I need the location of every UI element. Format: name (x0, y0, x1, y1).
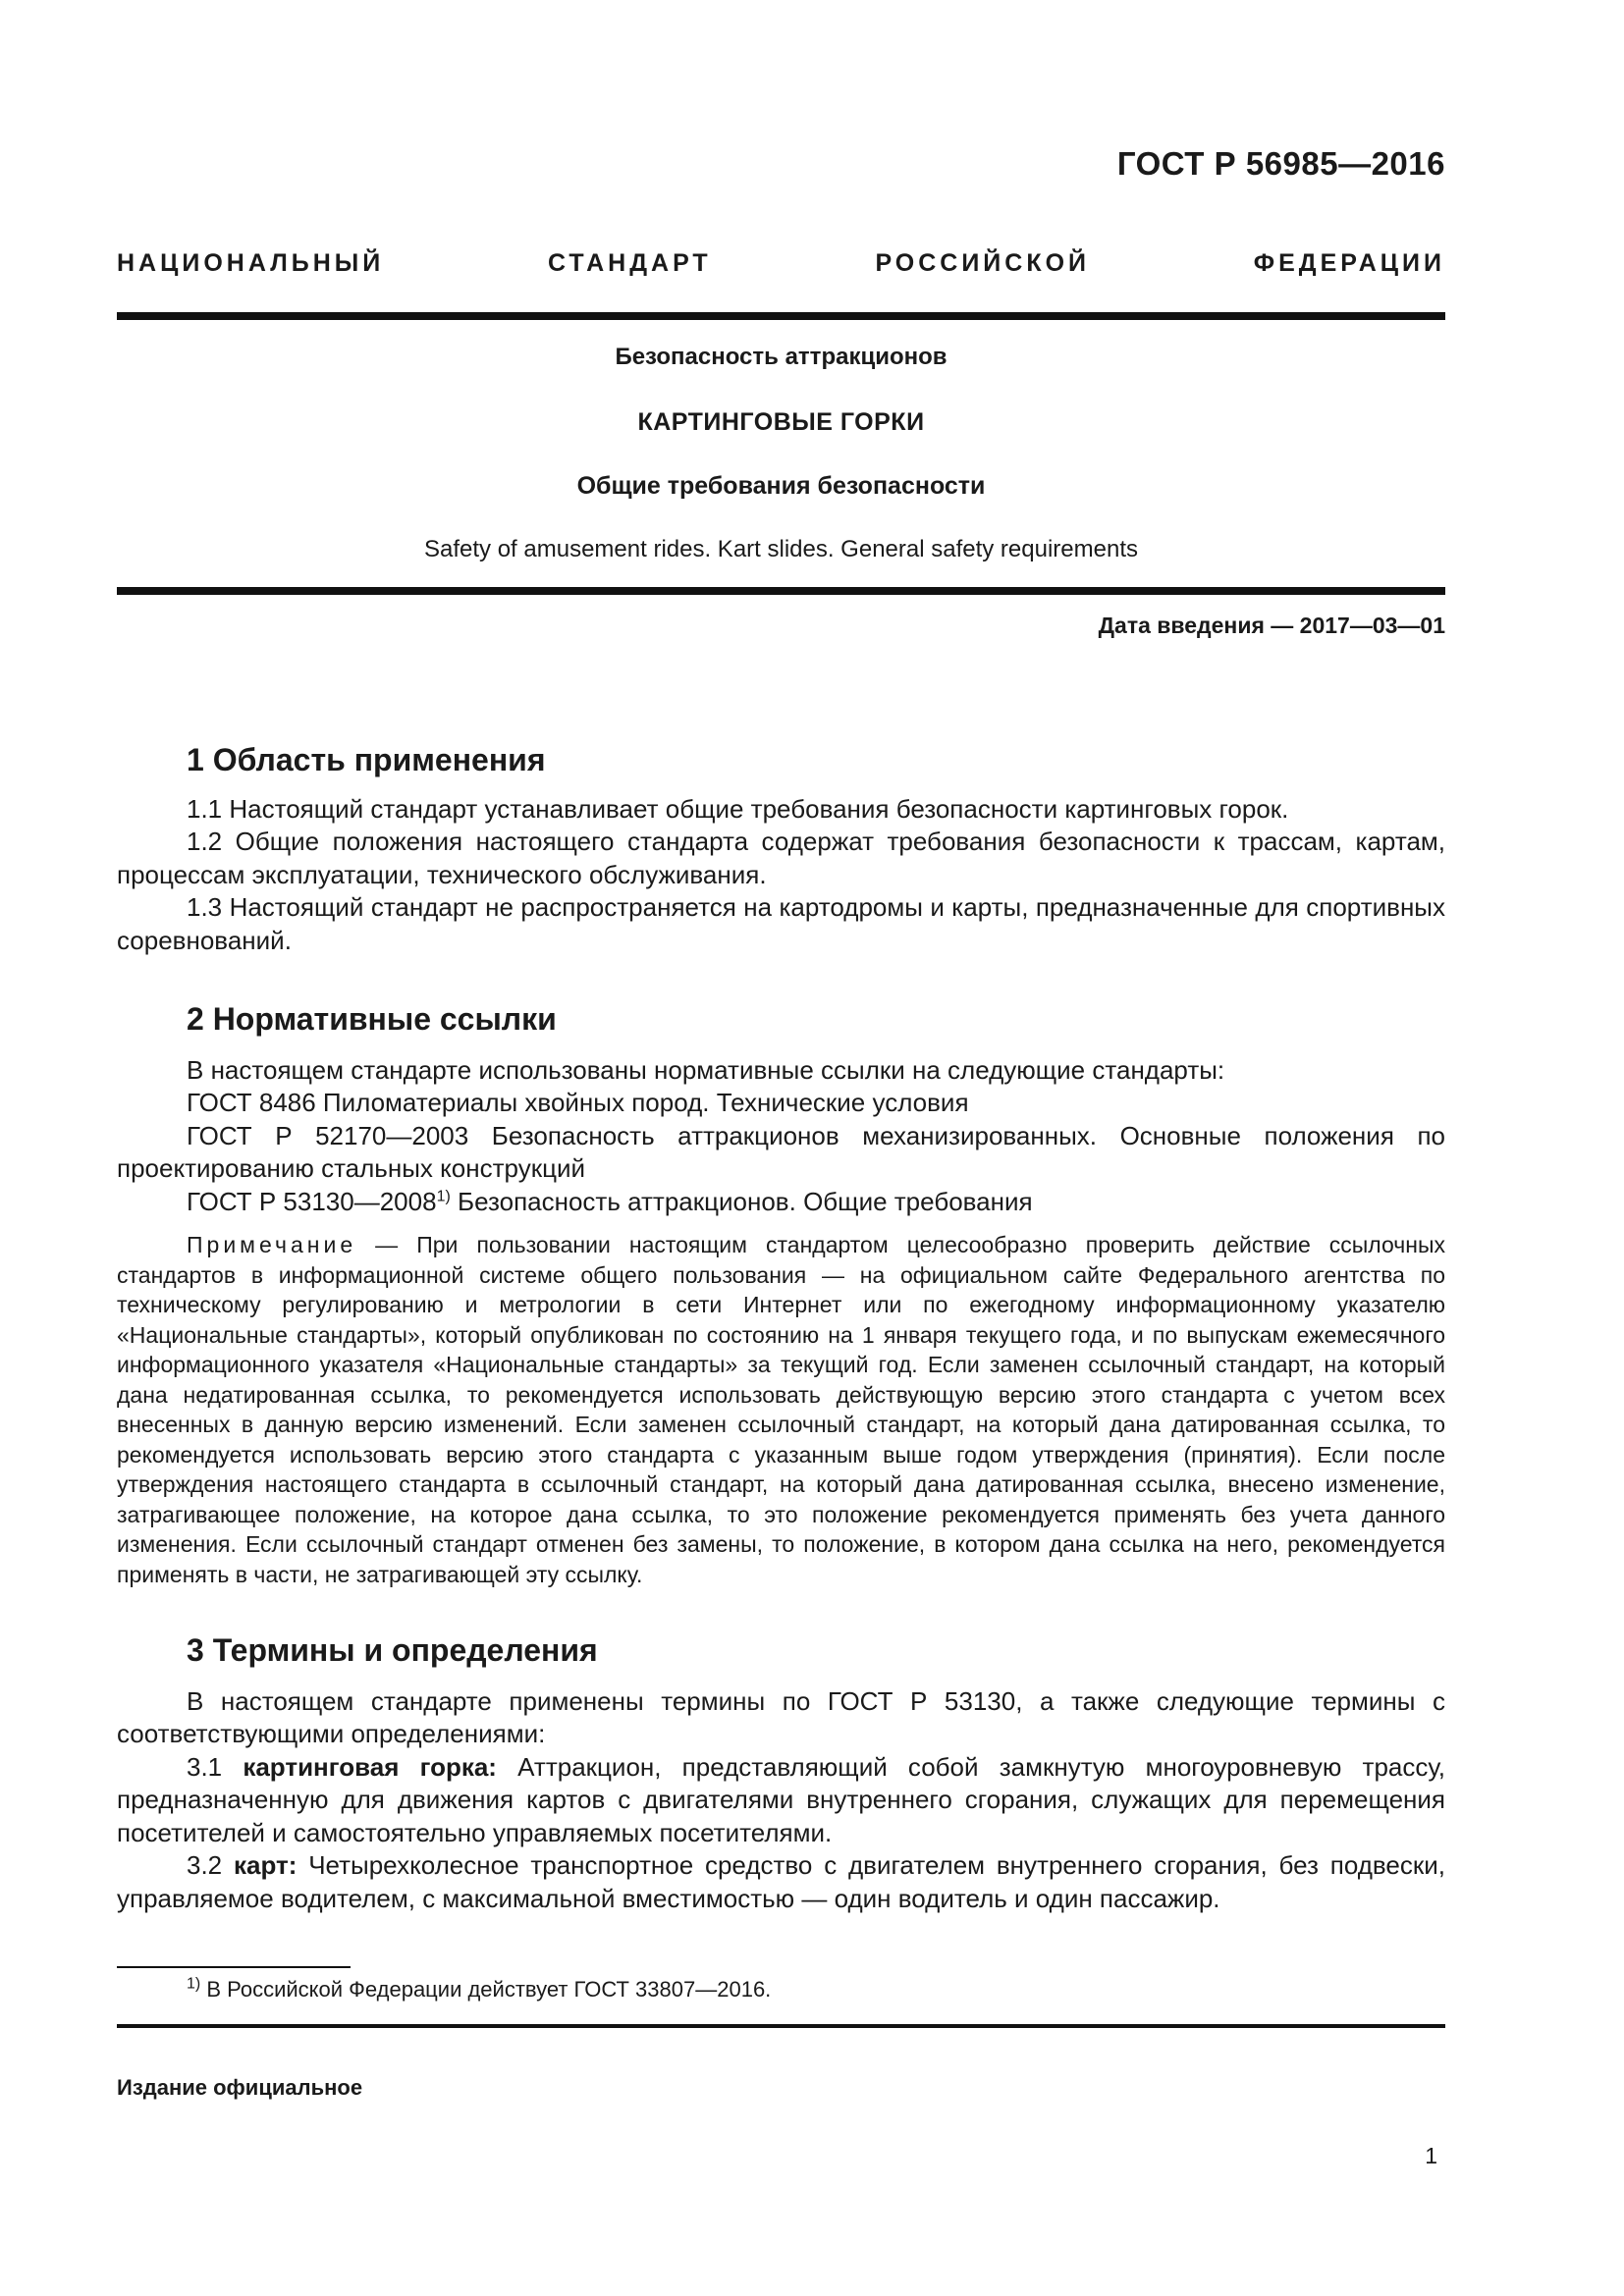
title-series: Безопасность аттракционов (615, 344, 947, 370)
term-kart: карт: (233, 1850, 298, 1880)
terms-intro: В настоящем стандарте применены термины по ГОСТ Р 53130, а также следующие термины с соответствующими определениями: (117, 1685, 1445, 1748)
title-main: КАРТИНГОВЫЕ ГОРКИ (637, 408, 925, 436)
section-2 (117, 1003, 1445, 1589)
term-3-2: 3.2 карт: Четырехколесное транспортное средство с двигателем внутреннего сгорания, без подвески, управляемое водителем, с максимальной вместимостью — один водитель и один пассажир. (117, 1850, 1445, 1913)
section-3 (117, 1634, 1445, 1915)
paragraph-1-3: 1.3 Настоящий стандарт не распространяется на картодромы и карты, предназначенные для спортивных соревнований. (117, 892, 1445, 955)
official-edition-label: Издание официальное (117, 2075, 363, 2100)
section-1 (117, 744, 1445, 957)
document-code: ГОСТ Р 56985—2016 (1116, 145, 1445, 182)
note-label: Примечание (187, 1232, 357, 1257)
section-3-heading: 3 Термины и определения (187, 1632, 598, 1668)
title-subtitle: Общие требования безопасности (576, 472, 986, 500)
footer-divider (117, 2024, 1445, 2028)
reference-gost-8486: ГОСТ 8486 Пиломатериалы хвойных пород. Технические условия (187, 1088, 969, 1117)
section-2-heading: 2 Нормативные ссылки (187, 1001, 557, 1037)
references-note (117, 1230, 1445, 1589)
footnote-marker: 1) (436, 1187, 451, 1204)
page-number: 1 (1425, 2143, 1437, 2168)
title-divider (117, 587, 1445, 595)
note-text: — При пользовании настоящим стандартом целесообразно проверить действие ссылочных стандартов в информационной системе общего пользования — на официальном сайте Федерального агентства по техническому регулированию и метрологии в сети Интернет или по ежегодному информационному указателю «Национальные стандарты», который опубликован по состоянию на 1 января текущего года, и по выпускам ежемесячного информационного указателя «Национальные стандарты» за текущий год. Если заменен ссылочный стандарт, на который дана недатированная ссылка, то рекомендуется использовать действующую версию этого стандарта с учетом всех внесенных в данную версию изменений. Если заменен ссылочный стандарт, на который дана датированная ссылка, то рекомендуется использовать версию этого стандарта с указанным выше годом утверждения (принятия). Если после утверждения настоящего стандарта в ссылочный стандарт, на который дана датированная ссылка, внесено изменение, затрагивающее положение, на которое дана ссылка, то это положение рекомендуется применять без учета данного изменения. Если ссылочный стандарт отменен без замены, то положение, в котором дана ссылка на него, рекомендуется применять в части, не затрагивающей эту ссылку. (117, 1232, 1445, 1587)
references-intro: В настоящем стандарте использованы нормативные ссылки на следующие стандарты: (187, 1054, 1225, 1085)
introduction-date: Дата введения — 2017—03—01 (1098, 613, 1445, 638)
reference-gost-r-53130: ГОСТ Р 53130—2008$^{1)}$ Безопасность аттракционов. Общие требования (187, 1186, 1033, 1216)
section-1-heading: 1 Область применения (187, 742, 546, 777)
term-kart-slide: картинговая горка: (243, 1751, 497, 1782)
term-3-1: 3.1 картинговая горка: Аттракцион, представляющий собой замкнутую многоуровневую трассу, предназначенную для движения картов с двигателями внутреннего сгорания, служащих для перемещения посетителей и самостоятельно управляемых посетителями. (117, 1751, 1445, 1847)
title-english: Safety of amusement rides. Kart slides. General safety requirements (424, 536, 1138, 562)
paragraph-1-1: 1.1 Настоящий стандарт устанавливает общие требования безопасности картинговых горок. (187, 793, 1289, 824)
footnote: $^{1)}$ В Российской Федерации действует ГОСТ 33807—2016. (187, 1975, 772, 2002)
footnote-separator (117, 1966, 351, 1968)
reference-gost-r-52170: ГОСТ Р 52170—2003 Безопасность аттракционов механизированных. Основные положения по проектированию стальных конструкций (117, 1120, 1445, 1183)
national-standard-heading: НАЦИОНАЛЬНЫЙ СТАНДАРТ РОССИЙСКОЙ ФЕДЕРАЦИИ (117, 249, 1445, 277)
paragraph-1-2: 1.2 Общие положения настоящего стандарта содержат требования безопасности к трассам, картам, процессам эксплуатации, технического обслуживания. (117, 827, 1445, 889)
header-divider (117, 312, 1445, 320)
